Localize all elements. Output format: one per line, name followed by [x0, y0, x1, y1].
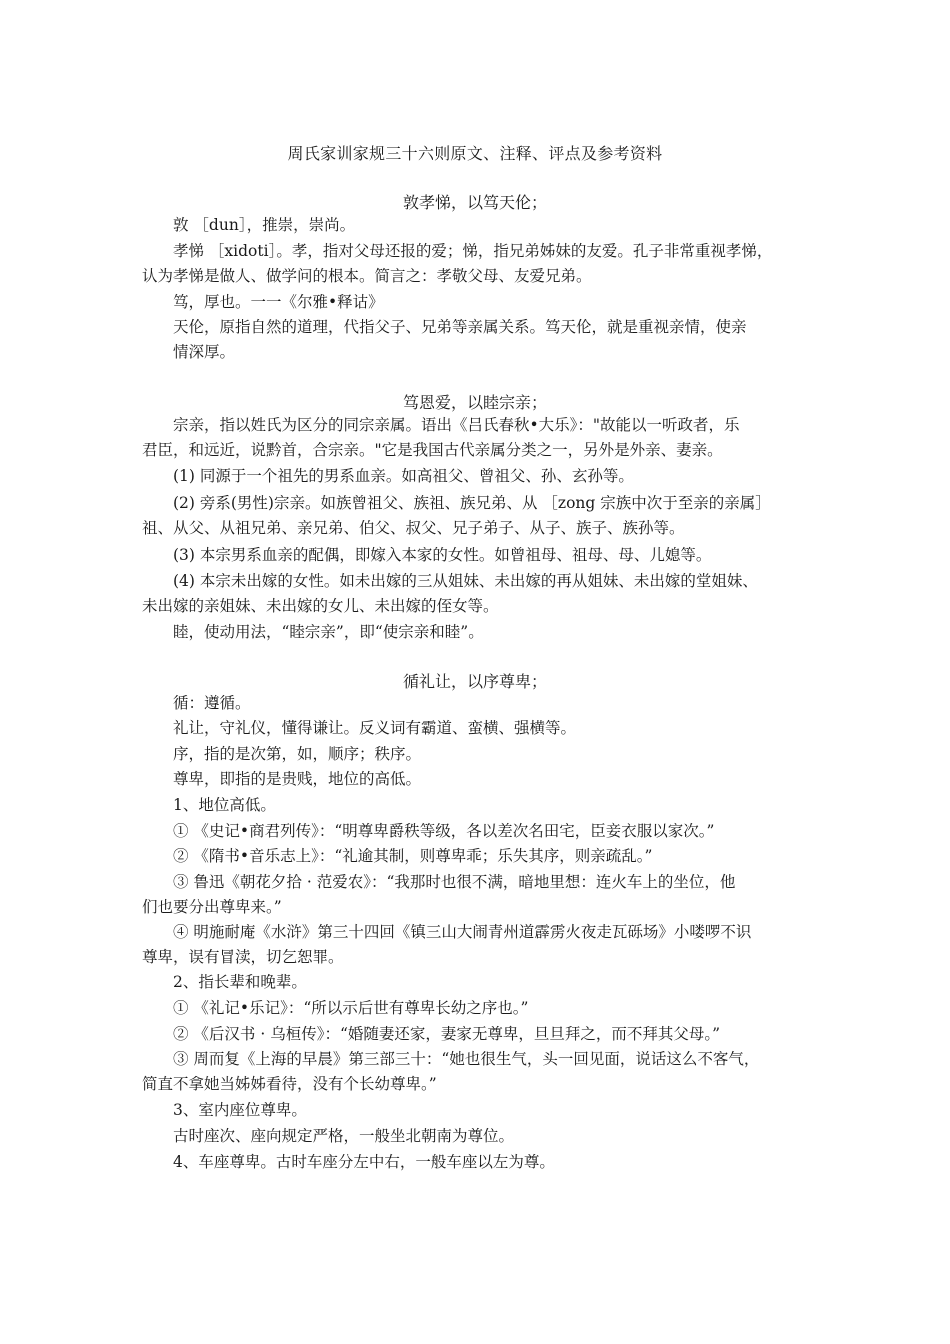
citation-line: ② 《后汉书 · 乌桓传》：“婚随妻还家，妻家无尊卑，旦旦拜之，而不拜其父母。” [173, 1025, 721, 1043]
paragraph-line: 循：遵循。 [173, 694, 251, 712]
citation-line: 简直不拿她当姊姊看待，没有个长幼尊卑。” [142, 1075, 437, 1093]
citation-line: ① 《礼记•乐记》：“所以示后世有尊卑长幼之序也。” [173, 999, 529, 1017]
citation-line: 们也要分出尊卑来。” [142, 898, 282, 916]
section-heading-1: 敦孝悌，以笃天伦； [402, 193, 547, 212]
paragraph-line: 笃，厚也。一一《尔雅•释诂》 [173, 293, 384, 311]
section-heading-2: 笃恩爱，以睦宗亲； [402, 393, 547, 412]
paragraph-line: (4) 本宗未出嫁的女性。如未出嫁的三从姐妹、未出嫁的再从姐妹、未出嫁的堂姐妹、 [173, 572, 758, 590]
paragraph-line: (3) 本宗男系血亲的配偶，即嫁入本家的女性。如曾祖母、祖母、母、儿媳等。 [173, 546, 712, 564]
paragraph-line: 敦 ［dun］，推崇，崇尚。 [173, 216, 356, 234]
paragraph-line: 尊卑，即指的是贵贱，地位的高低。 [173, 770, 422, 788]
paragraph-line: (1) 同源于一个祖先的男系血亲。如高祖父、曾祖父、孙、玄孙等。 [173, 467, 634, 485]
paragraph-line: 情深厚。 [173, 343, 236, 361]
paragraph-line: 天伦，原指自然的道理，代指父子、兄弟等亲属关系。笃天伦，就是重视亲情，使亲 [173, 318, 747, 336]
citation-line: ③ 鲁迅《朝花夕拾 · 范爱农》：“我那时也很不满，暗地里想：连火车上的坐位，他 [173, 873, 736, 891]
paragraph-line: 序，指的是次第，如，顺序；秩序。 [173, 745, 422, 763]
citation-line: 尊卑，误有冒渎，切乞恕罪。 [142, 948, 344, 966]
citation-line: ② 《隋书•音乐志上》：“礼逾其制，则尊卑乖；乐失其序，则亲疏乱。” [173, 847, 653, 865]
paragraph-line: 礼让，守礼仪，懂得谦让。反义词有霸道、蛮横、强横等。 [173, 719, 577, 737]
paragraph-line: (2) 旁系(男性)宗亲。如族曾祖父、族祖、族兄弟、从 ［zong 宗族中次于至亲的亲属］ [173, 494, 771, 512]
paragraph-line: 君臣，和远近，说黔首，合宗亲。"它是我国古代亲属分类之一，另外是外亲、妻亲。 [142, 441, 723, 459]
paragraph-line: 睦，使动用法，“睦宗亲”，即“使宗亲和睦”。 [173, 623, 484, 641]
paragraph-line: 未出嫁的亲姐妹、未出嫁的女儿、未出嫁的侄女等。 [142, 597, 499, 615]
paragraph-line: 祖、从父、从祖兄弟、亲兄弟、伯父、叔父、兄子弟子、从子、族子、族孙等。 [142, 519, 685, 537]
paragraph-line: 宗亲，指以姓氏为区分的同宗亲属。语出《吕氏春秋•大乐》："故能以一听政者，乐 [173, 416, 740, 434]
citation-line: ① 《史记•商君列传》：“明尊卑爵秩等级，各以差次名田宅，臣妾衣服以家次。” [173, 822, 715, 840]
list-heading: 1、地位高低。 [173, 796, 276, 814]
citation-line: ③ 周而复《上海的早晨》第三部三十：“她也很生气，头一回见面，说话这么不客气， [173, 1050, 760, 1068]
section-heading-3: 循礼让，以序尊卑； [402, 672, 547, 691]
paragraph-line: 孝悌 ［xidoti］。孝，指对父母还报的爱；悌，指兄弟姊妹的友爱。孔子非常重视孝悌， [173, 242, 773, 260]
list-heading: 3、室内座位尊卑。 [173, 1101, 307, 1119]
list-heading: 4、车座尊卑。古时车座分左中右，一般车座以左为尊。 [173, 1153, 555, 1171]
list-heading: 2、指长辈和晚辈。 [173, 973, 307, 991]
document-title: 周氏家训家规三十六则原文、注释、评点及参考资料 [287, 144, 663, 163]
paragraph-line: 认为孝悌是做人、做学问的根本。简言之：孝敬父母、友爱兄弟。 [142, 267, 592, 285]
paragraph-line: 古时座次、座向规定严格，一般坐北朝南为尊位。 [173, 1127, 515, 1145]
citation-line: ④ 明施耐庵《水浒》第三十四回《镇三山大闹青州道霹雳火夜走瓦砾场》小喽啰不识 [173, 923, 752, 941]
